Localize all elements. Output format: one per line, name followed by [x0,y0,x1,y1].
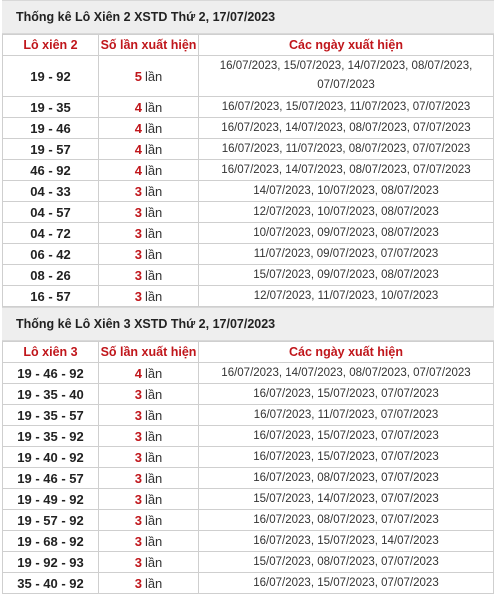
pair-cell: 08 - 26 [3,265,99,286]
count-number: 3 [134,554,142,570]
count-unit: lần [144,99,163,115]
pair-cell: 19 - 92 [3,56,99,97]
count-unit: lần [144,470,163,486]
dates-cell: 15/07/2023, 09/07/2023, 08/07/2023 [199,265,494,286]
count-cell [99,552,199,573]
count-cell [99,447,199,468]
count-unit: lần [144,141,163,157]
table-row [3,363,494,384]
table-row [3,510,494,531]
table-row [3,56,494,97]
count-unit: lần [144,68,163,84]
count-cell [99,223,199,244]
pair-cell: 19 - 49 - 92 [3,489,99,510]
dates-cell: 16/07/2023, 11/07/2023, 07/07/2023 [199,405,494,426]
header-count: Số lần xuất hiện [99,35,199,56]
count-number: 5 [134,68,142,84]
header-dates: Các ngày xuất hiện [199,35,494,56]
pair-cell: 35 - 40 - 92 [3,573,99,594]
header-dates: Các ngày xuất hiện [199,342,494,363]
count-cell [99,489,199,510]
count-number: 4 [134,120,142,136]
count-cell [99,468,199,489]
count-unit: lần [144,246,163,262]
dates-cell: 15/07/2023, 14/07/2023, 07/07/2023 [199,489,494,510]
count-number: 3 [134,183,142,199]
count-unit: lần [144,554,163,570]
header-pair: Lô xiên 2 [3,35,99,56]
table-row [3,265,494,286]
count-unit: lần [144,204,163,220]
pair-cell: 19 - 35 - 92 [3,426,99,447]
pair-cell: 19 - 46 [3,118,99,139]
count-number: 3 [134,407,142,423]
table-row [3,202,494,223]
count-number: 3 [134,288,142,304]
dates-cell: 16/07/2023, 15/07/2023, 14/07/2023, 08/07/2023, 07/07/2023 [199,56,494,97]
count-number: 3 [134,512,142,528]
dates-cell: 16/07/2023, 11/07/2023, 08/07/2023, 07/07/2023 [199,139,494,160]
count-cell [99,363,199,384]
dates-cell: 16/07/2023, 15/07/2023, 07/07/2023 [199,447,494,468]
dates-cell: 16/07/2023, 15/07/2023, 14/07/2023 [199,531,494,552]
count-number: 3 [134,246,142,262]
count-cell [99,118,199,139]
count-number: 3 [134,428,142,444]
count-number: 4 [134,99,142,115]
xien2-table [2,34,494,307]
table-row [3,573,494,594]
count-unit: lần [144,533,163,549]
table-row [3,531,494,552]
count-unit: lần [144,183,163,199]
count-number: 4 [134,162,142,178]
pair-cell: 19 - 57 [3,139,99,160]
header-pair: Lô xiên 3 [3,342,99,363]
dates-cell: 15/07/2023, 08/07/2023, 07/07/2023 [199,552,494,573]
pair-cell: 04 - 57 [3,202,99,223]
dates-cell: 16/07/2023, 08/07/2023, 07/07/2023 [199,510,494,531]
count-unit: lần [144,491,163,507]
dates-cell: 10/07/2023, 09/07/2023, 08/07/2023 [199,223,494,244]
count-unit: lần [144,575,163,591]
stats-container [2,0,494,594]
dates-cell: 12/07/2023, 10/07/2023, 08/07/2023 [199,202,494,223]
dates-cell: 16/07/2023, 14/07/2023, 08/07/2023, 07/07/2023 [199,160,494,181]
pair-cell: 19 - 92 - 93 [3,552,99,573]
pair-cell: 19 - 46 - 92 [3,363,99,384]
count-unit: lần [144,288,163,304]
count-unit: lần [144,162,163,178]
xien2-header-row [3,35,494,56]
count-unit: lần [144,267,163,283]
count-number: 3 [134,267,142,283]
pair-cell: 19 - 35 - 57 [3,405,99,426]
count-cell [99,202,199,223]
pair-cell: 19 - 35 - 40 [3,384,99,405]
pair-cell: 06 - 42 [3,244,99,265]
table-row [3,139,494,160]
pair-cell: 19 - 68 - 92 [3,531,99,552]
table-row [3,405,494,426]
dates-cell: 16/07/2023, 15/07/2023, 11/07/2023, 07/07/2023 [199,97,494,118]
xien2-body [3,56,494,307]
count-cell [99,405,199,426]
table-row [3,97,494,118]
count-number: 3 [134,225,142,241]
count-unit: lần [144,512,163,528]
table-row [3,426,494,447]
count-number: 3 [134,386,142,402]
table-row [3,384,494,405]
count-cell [99,181,199,202]
count-cell [99,510,199,531]
dates-cell: 16/07/2023, 15/07/2023, 07/07/2023 [199,573,494,594]
count-number: 3 [134,470,142,486]
dates-cell: 16/07/2023, 15/07/2023, 07/07/2023 [199,384,494,405]
count-cell [99,384,199,405]
count-unit: lần [144,428,163,444]
pair-cell: 19 - 46 - 57 [3,468,99,489]
dates-cell: 11/07/2023, 09/07/2023, 07/07/2023 [199,244,494,265]
count-cell [99,160,199,181]
dates-cell: 16/07/2023, 14/07/2023, 08/07/2023, 07/07/2023 [199,363,494,384]
count-unit: lần [144,407,163,423]
table-row [3,447,494,468]
count-cell [99,139,199,160]
table-row [3,286,494,307]
pair-cell: 19 - 57 - 92 [3,510,99,531]
count-number: 3 [134,204,142,220]
count-unit: lần [144,365,163,381]
header-count: Số lần xuất hiện [99,342,199,363]
table-row [3,118,494,139]
table-row [3,489,494,510]
dates-cell: 16/07/2023, 14/07/2023, 08/07/2023, 07/07/2023 [199,118,494,139]
table-row [3,468,494,489]
table-row [3,160,494,181]
pair-cell: 19 - 40 - 92 [3,447,99,468]
pair-cell: 16 - 57 [3,286,99,307]
dates-cell: 16/07/2023, 15/07/2023, 07/07/2023 [199,426,494,447]
dates-cell: 16/07/2023, 08/07/2023, 07/07/2023 [199,468,494,489]
count-cell [99,265,199,286]
dates-cell: 12/07/2023, 11/07/2023, 10/07/2023 [199,286,494,307]
count-unit: lần [144,120,163,136]
xien3-header-row [3,342,494,363]
count-cell [99,286,199,307]
pair-cell: 04 - 33 [3,181,99,202]
xien3-title: Thống kê Lô Xiên 3 XSTD Thứ 2, 17/07/2023 [2,307,494,341]
pair-cell: 04 - 72 [3,223,99,244]
count-unit: lần [144,449,163,465]
count-number: 3 [134,575,142,591]
count-number: 4 [134,365,142,381]
count-unit: lần [144,386,163,402]
count-cell [99,426,199,447]
count-number: 4 [134,141,142,157]
count-cell [99,573,199,594]
count-cell [99,531,199,552]
dates-cell: 14/07/2023, 10/07/2023, 08/07/2023 [199,181,494,202]
count-number: 3 [134,491,142,507]
count-cell [99,97,199,118]
count-number: 3 [134,449,142,465]
table-row [3,223,494,244]
table-row [3,244,494,265]
count-cell [99,56,199,97]
table-row [3,552,494,573]
count-unit: lần [144,225,163,241]
table-row [3,181,494,202]
count-number: 3 [134,533,142,549]
count-cell [99,244,199,265]
xien3-table [2,341,494,594]
xien2-title: Thống kê Lô Xiên 2 XSTD Thứ 2, 17/07/2023 [2,0,494,34]
pair-cell: 19 - 35 [3,97,99,118]
xien3-body [3,363,494,594]
pair-cell: 46 - 92 [3,160,99,181]
